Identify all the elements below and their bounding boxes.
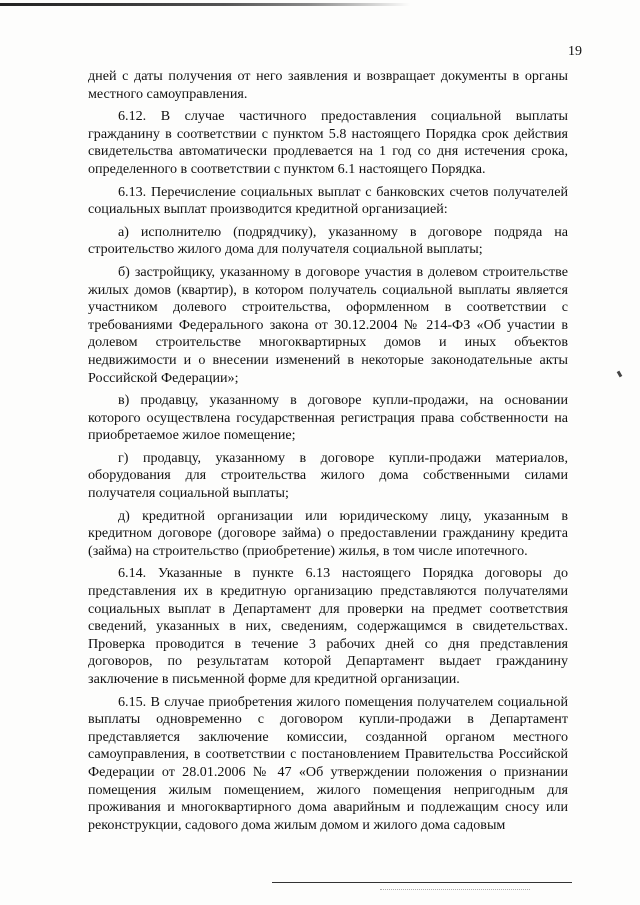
paragraph-6-13-a: а) исполнителю (подрядчику), указанному в договоре подряда на строительство жилого дома для получателя социальной выплаты; (88, 223, 568, 258)
scan-artifact-bottom (380, 889, 530, 891)
scan-margin-mark (617, 371, 623, 378)
page-number: 19 (568, 44, 582, 59)
paragraph-6-15: 6.15. В случае приобретения жилого помещения получателем социальной выплаты одновременно с договором купли-продажи в Департамент представляется заключение комиссии, созданной органом местного самоуправления, в соответствии с постановлением Правительства Российской Федерации от 28.01.2006 № 47 «Об утверждении положения о признании помещения жилым помещением, жилого помещения непригодным для проживания и многоквартирного дома аварийным и подлежащим сносу или реконструкции, садового дома жилым домом и жилого дома садовым (88, 693, 568, 833)
bottom-rule (272, 882, 572, 883)
paragraph-continuation: дней с даты получения от него заявления и возвращает документы в органы местного самоуправления. (88, 68, 568, 102)
paragraph-6-13-v: в) продавцу, указанному в договоре купли-продажи, на основании которого осуществлена государственная регистрация права собственности на приобретаемое жилое помещение; (88, 392, 568, 444)
paragraph-6-13-g: г) продавцу, указанному в договоре купли-продажи материалов, оборудования для строительства жилого дома собственными силами получателя социальной выплаты; (88, 449, 568, 502)
scan-artifact-top (0, 3, 410, 6)
paragraph-6-13-b: б) застройщику, указанному в договоре участия в долевом строительстве жилых домов (квартир), в котором получатель социальной выплаты является участником долевого строительства, оформленном в соответствии с требованиями Федерального закона от 30.12.2004 № 214-ФЗ «Об участии в долевом строительстве многоквартирных домов и иных объектов недвижимости и о внесении изменений в некоторые законодательные акты Российской Федерации»; (88, 263, 568, 386)
paragraph-6-12: 6.12. В случае частичного предоставления социальной выплаты гражданину в соответствии с пунктом 5.8 настоящего Порядка срок действия свидетельства автоматически продлевается на 1 год со дня истечения срока, определенного в соответствии с пунктом 6.1 настоящего Порядка. (88, 108, 568, 177)
paragraph-6-13: 6.13. Перечисление социальных выплат с банковских счетов получателей социальных выплат производится кредитной организацией: (88, 183, 568, 218)
paragraph-6-14: 6.14. Указанные в пункте 6.13 настоящего Порядка договоры до представления их в кредитную организацию представляются получателями социальных выплат в Департамент для проверки на предмет соответствия сведений, указанных в них, сведениям, содержащимся в свидетельствах. Проверка проводится в течение 3 рабочих дней со дня представления договоров, по результатам которой Департамент выдает гражданину заключение в письменной форме для кредитной организации. (88, 565, 568, 687)
paragraph-6-13-d: д) кредитной организации или юридическому лицу, указанным в кредитном договоре (договоре займа) о предоставлении гражданину кредита (займа) на строительство (приобретение) жилья, в том числе ипотечного. (88, 507, 568, 559)
document-body (88, 68, 568, 839)
